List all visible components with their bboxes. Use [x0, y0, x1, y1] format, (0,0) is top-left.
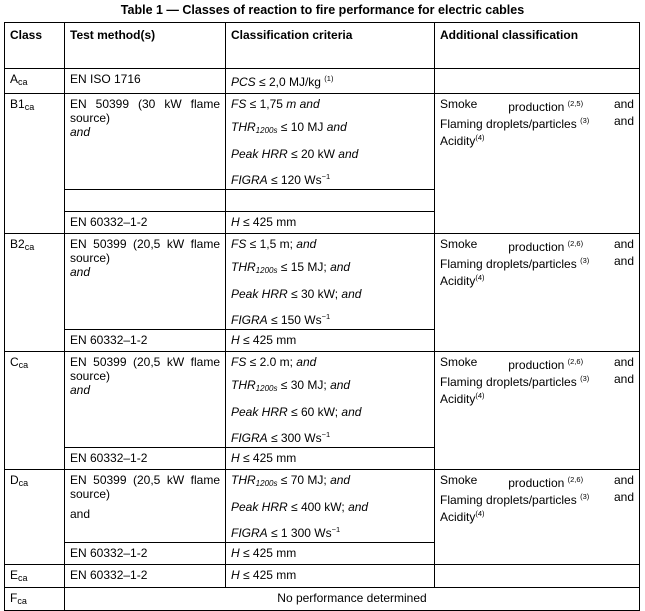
header-class: Class [5, 23, 65, 69]
criteria-cell: PCS ≤ 2,0 MJ/kg $^{(1)}$ [226, 69, 435, 94]
header-row [5, 23, 640, 69]
method-cell [65, 190, 226, 212]
table-row [5, 94, 640, 190]
method-cell: EN 60332–1-2 [65, 330, 226, 352]
no-performance-cell: No performance determined [65, 588, 640, 611]
additional-cell: Smoke production $^{(2,6)}$ and Flaming droplets/particles $^{(3)}$ and Acidity$^{(4)}$ [435, 470, 640, 565]
additional-cell [435, 69, 640, 94]
method-cell: EN 50399 (20,5 kW flame source) and [65, 352, 226, 448]
criteria-cell: $THR_{1200s} \le 70$ MJ; and Peak HRR ≤ 400 kW; and FIGRA ≤ 1 300 $Ws^{-1}$ [226, 470, 435, 543]
table-title: Table 1 — Classes of reaction to fire performance for electric cables [120, 3, 525, 17]
method-cell: EN 60332–1-2 [65, 543, 226, 565]
class-cell: Dca [5, 470, 65, 565]
class-cell: B2ca [5, 234, 65, 352]
header-additional: Additional classification [435, 23, 640, 69]
table-row [5, 352, 640, 448]
class-cell: Aca [5, 69, 65, 94]
criteria-cell: H ≤ 425 mm [226, 330, 435, 352]
classification-table [4, 22, 640, 611]
additional-cell: Smoke production $^{(2,6)}$ and Flaming droplets/particles $^{(3)}$ and Acidity$^{(4)}$ [435, 234, 640, 352]
method-cell: EN ISO 1716 [65, 69, 226, 94]
criteria-cell: FS ≤ 1,75 m and $THR_{1200s} \le 10$ MJ and Peak HRR ≤ 20 kW and FIGRA ≤ 120 $Ws^{-1}$ [226, 94, 435, 190]
criteria-cell: FS ≤ 1,5 m; and $THR_{1200s} \le 15$ MJ; and Peak HRR ≤ 30 kW; and FIGRA ≤ 150 $Ws^{-1}$ [226, 234, 435, 330]
method-cell: EN 60332–1-2 [65, 212, 226, 234]
class-cell: Eca [5, 565, 65, 588]
method-cell: EN 50399 (20,5 kW flame source) and [65, 470, 226, 543]
table-row [5, 69, 640, 94]
additional-cell: Smoke production $^{(2,6)}$ and Flaming droplets/particles $^{(3)}$ and Acidity$^{(4)}$ [435, 352, 640, 470]
table-row [5, 470, 640, 543]
class-cell: B1ca [5, 94, 65, 234]
criteria-cell: H ≤ 425 mm [226, 565, 435, 588]
method-cell: EN 60332–1-2 [65, 565, 226, 588]
class-cell: Cca [5, 352, 65, 470]
method-cell: EN 50399 (20,5 kW flame source) and [65, 234, 226, 330]
table-row [5, 234, 640, 330]
criteria-cell [226, 190, 435, 212]
additional-cell [435, 565, 640, 588]
header-criteria: Classification criteria [226, 23, 435, 69]
header-test-method: Test method(s) [65, 23, 226, 69]
table-row [5, 588, 640, 611]
table-row [5, 565, 640, 588]
criteria-cell: H ≤ 425 mm [226, 212, 435, 234]
method-cell: EN 50399 (30 kW flame source) and [65, 94, 226, 190]
criteria-cell: H ≤ 425 mm [226, 543, 435, 565]
method-cell: EN 60332–1-2 [65, 448, 226, 470]
criteria-cell: FS ≤ 2.0 m; and $THR_{1200s} \le 30$ MJ; and Peak HRR ≤ 60 kW; and FIGRA ≤ 300 $Ws^{-1}$ [226, 352, 435, 448]
class-cell: Fca [5, 588, 65, 611]
additional-cell: Smoke production $^{(2,5)}$ and Flaming droplets/particles $^{(3)}$ and Acidity$^{(4)}$ [435, 94, 640, 234]
criteria-cell: H ≤ 425 mm [226, 448, 435, 470]
